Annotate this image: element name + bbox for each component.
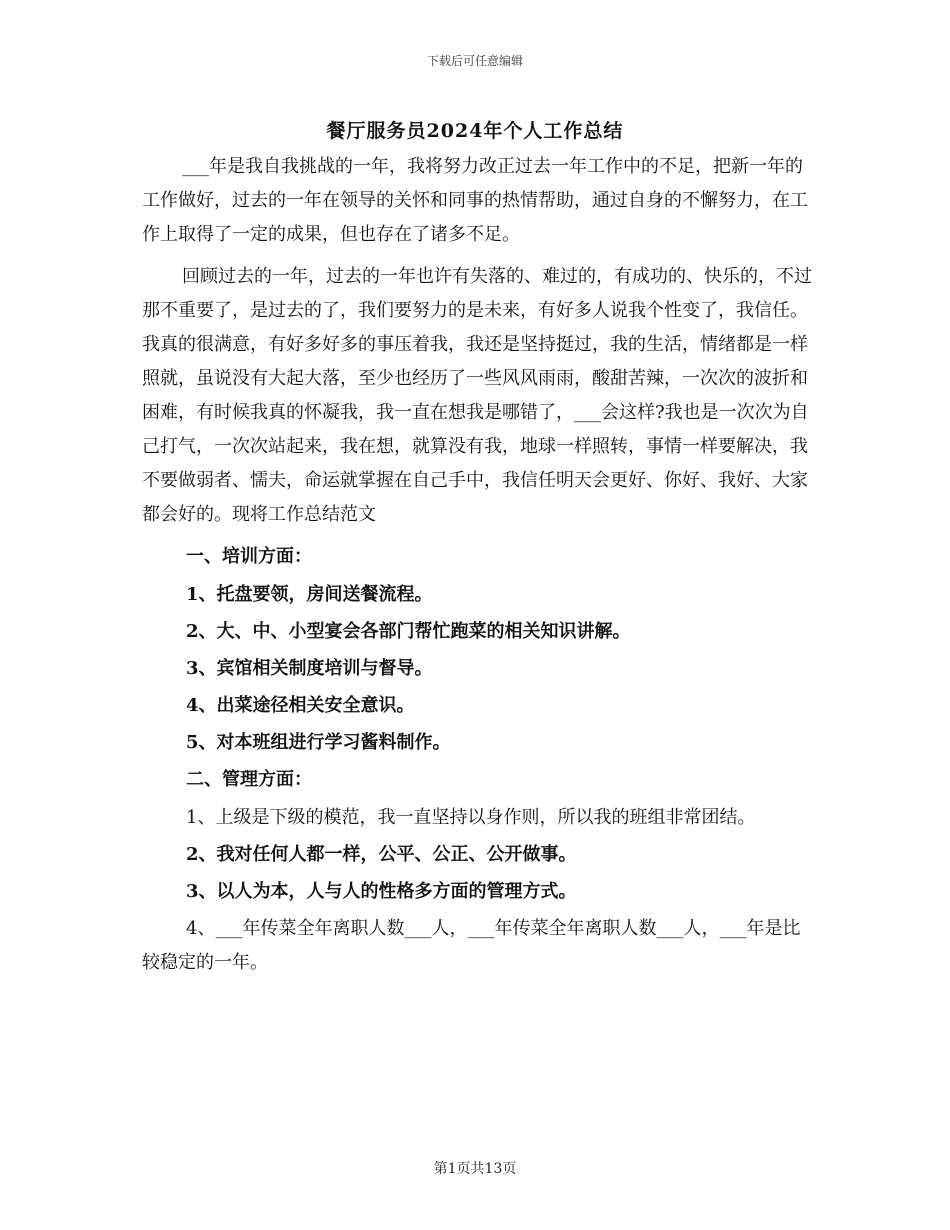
page-number-indicator: 第1页共13页 <box>433 1161 517 1177</box>
document-title: 餐厅服务员2024年个人工作总结 <box>326 120 624 142</box>
document-body <box>142 150 818 983</box>
training-item: 3、宾馆相关制度培训与督导。 <box>186 658 433 679</box>
management-item: 4、___年传菜全年离职人数___人，___年传菜全年离职人数___人，___年是比较稳定的一年。 <box>142 918 801 973</box>
intro-paragraph-1: ___年是我自我挑战的一年，我将努力改正过去一年工作中的不足，把新一年的工作做好，过去的一年在领导的关怀和同事的热情帮助，通过自身的不懈努力，在工作上取得了一定的成果，但也存在了诸多不足。 <box>142 156 808 245</box>
management-item: 2、我对任何人都一样，公平、公正、公开做事。 <box>186 844 577 865</box>
page-header-note: 下载后可任意编辑 <box>426 54 523 68</box>
training-item: 1、托盘要领，房间送餐流程。 <box>186 584 433 605</box>
training-item: 5、对本班组进行学习酱料制作。 <box>186 732 451 753</box>
management-item: 3、以人为本，人与人的性格多方面的管理方式。 <box>186 881 577 902</box>
training-item: 4、出菜途径相关安全意识。 <box>186 695 415 716</box>
training-item: 2、大、中、小型宴会各部门帮忙跑菜的相关知识讲解。 <box>186 621 631 642</box>
management-item: 1、上级是下级的模范，我一直坚持以身作则，所以我的班组非常团结。 <box>186 807 756 828</box>
section-heading-management: 二、管理方面： <box>186 769 312 790</box>
section-heading-training: 一、培训方面： <box>186 546 312 567</box>
intro-paragraph-2: 回顾过去的一年，过去的一年也许有失落的、难过的，有成功的、快乐的，不过那不重要了，是过去的了，我们要努力的是未来，有好多人说我个性变了，我信任。我真的很满意，有好多好多的事压着我，我还是坚持挺过，我的生活，情绪都是一样照就，虽说没有大起大落，至少也经历了一些风风雨雨，酸甜苦辣，一次次的波折和困难，有时候我真的怀凝我，我一直在想我是哪错了，___会这样?我也是一次次为自己打气，一次次站起来，我在想，就算没有我，地球一样照转，事情一样要解决，我不要做弱者、懦夫，命运就掌握在自己手中，我信任明天会更好、你好、我好、大家都会好的。现将工作总结范文 <box>142 266 812 525</box>
